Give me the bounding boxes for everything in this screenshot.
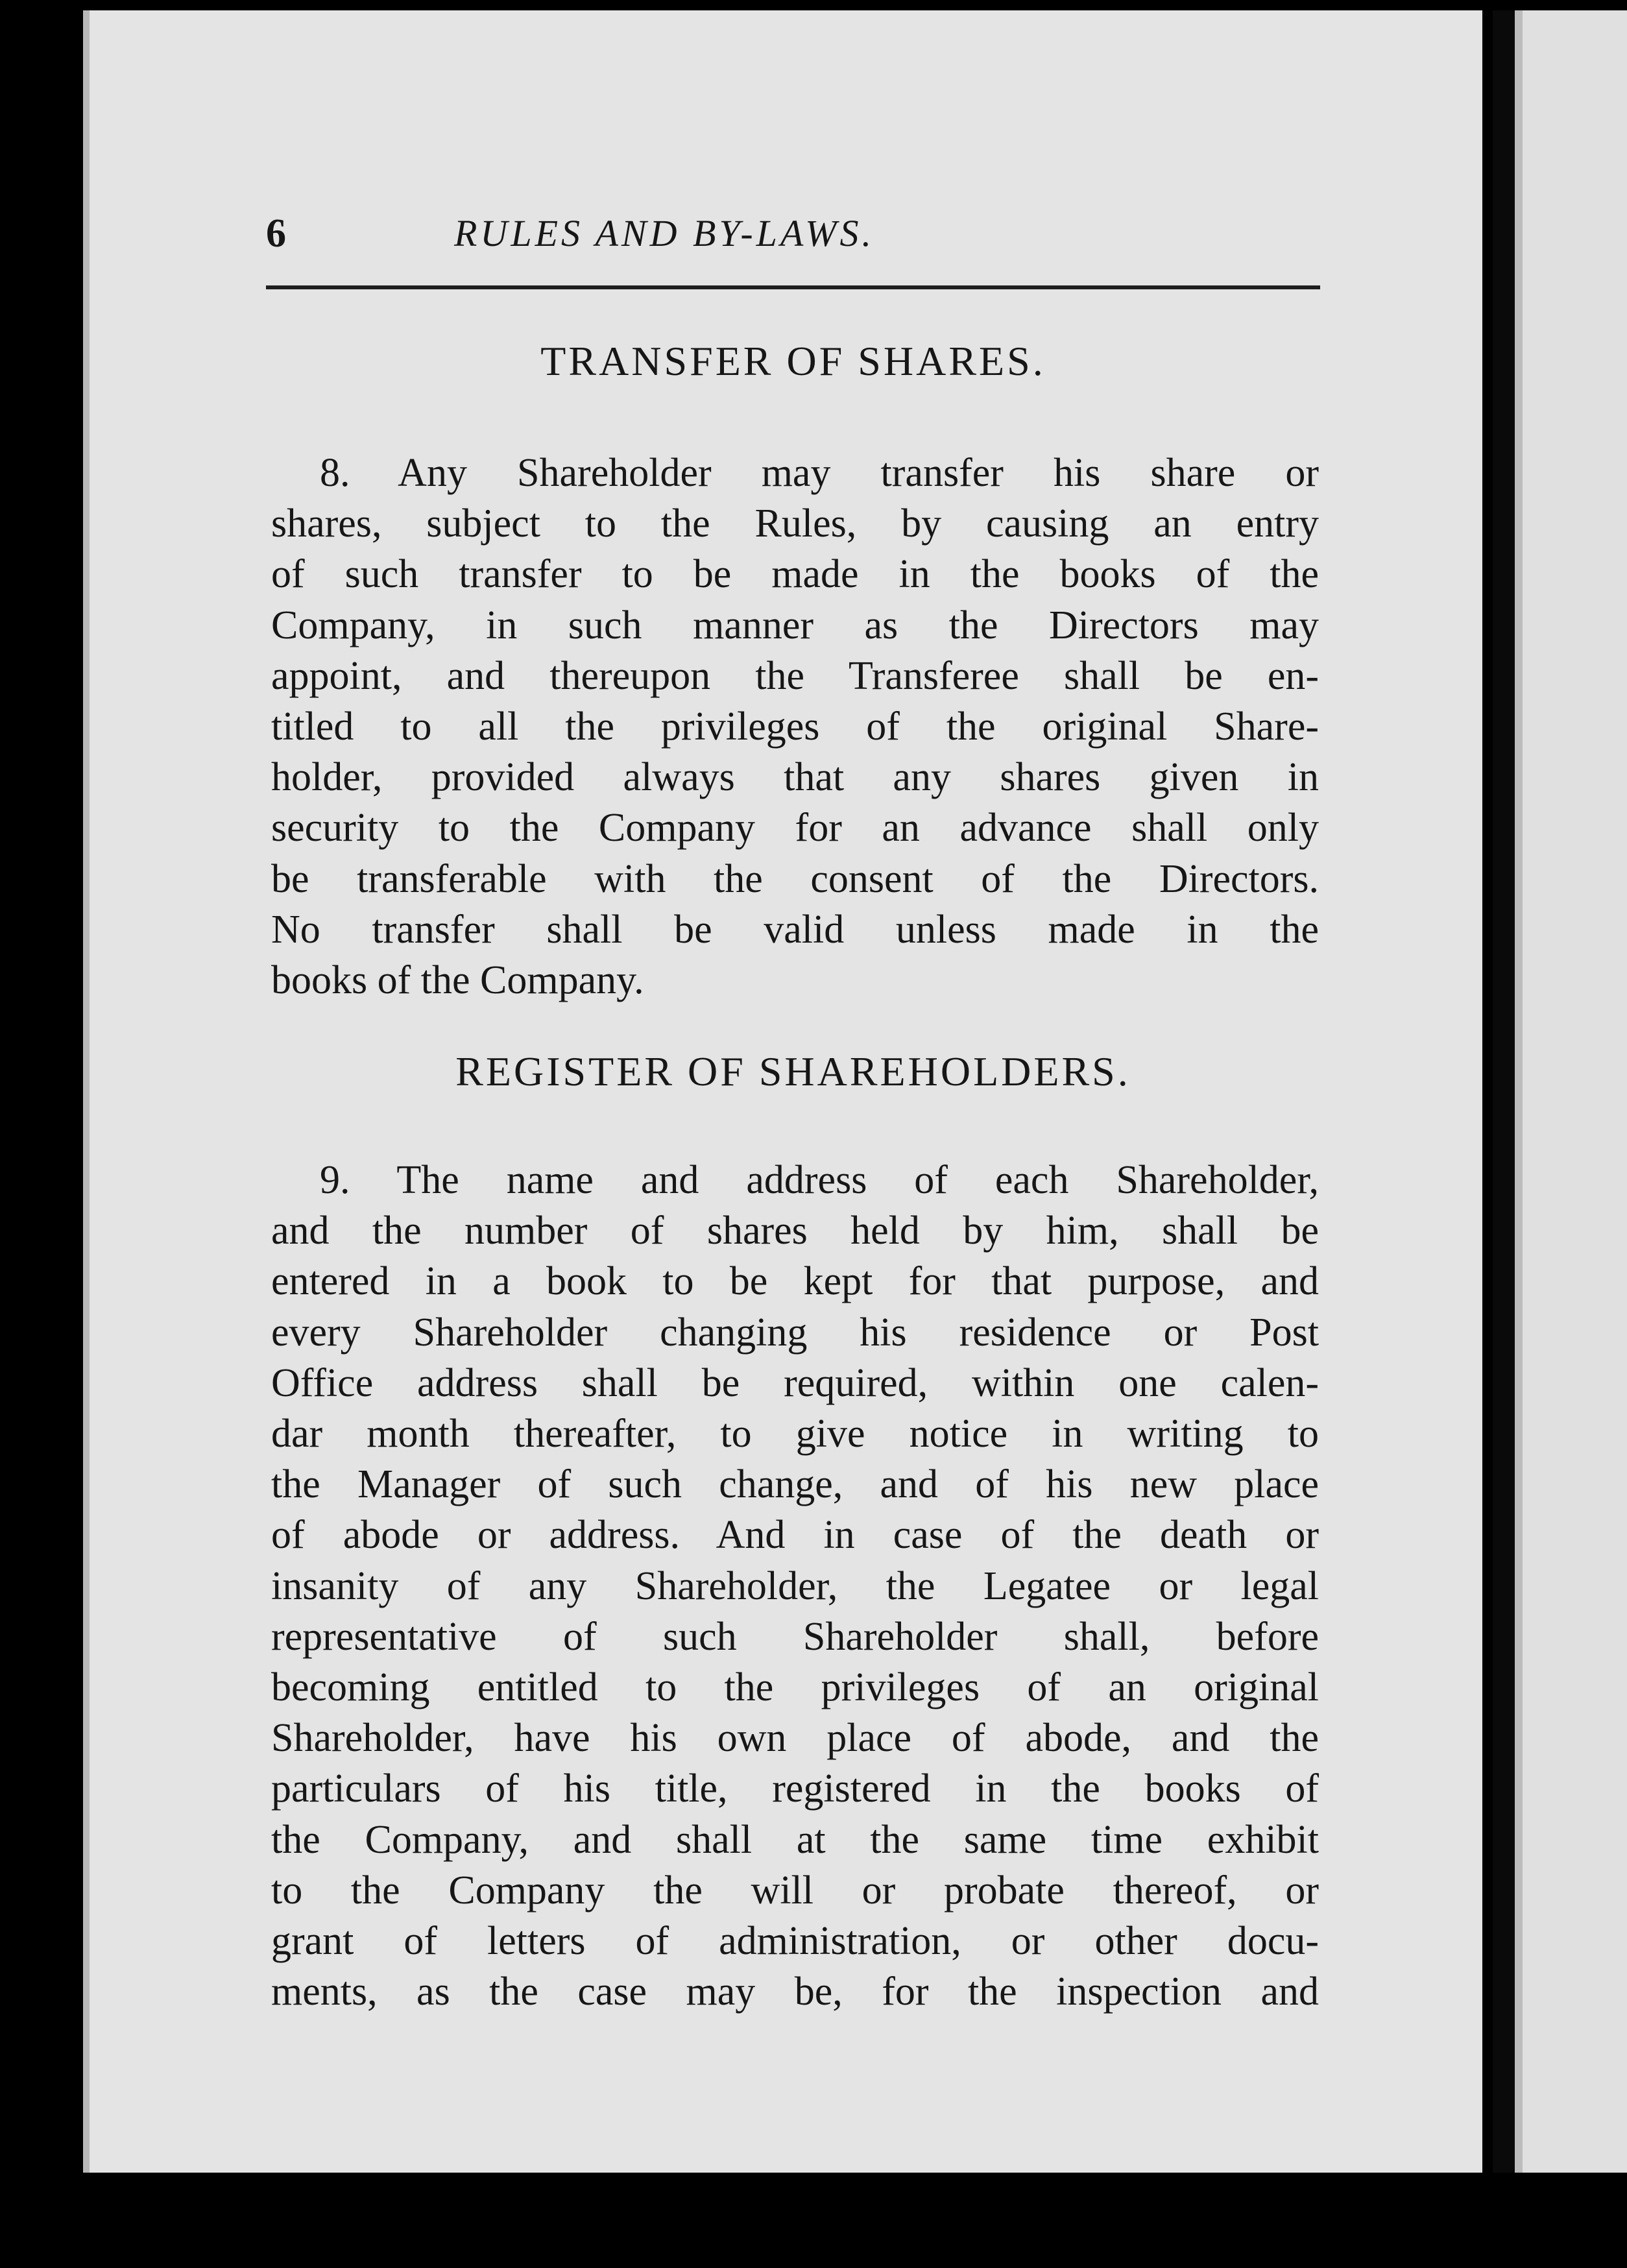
text-line: 9. The name and address of each Shareholder,	[320, 1158, 1319, 1202]
text-line: Shareholder, have his own place of abode, and the	[271, 1716, 1319, 1761]
text-line: shares, subject to the Rules, by causing an entry	[271, 501, 1319, 546]
text-line: the Manager of such change, and of his new place	[271, 1462, 1319, 1507]
text-line: the Company, and shall at the same time exhibit	[271, 1817, 1319, 1862]
running-title: RULES AND BY-LAWS.	[454, 212, 874, 254]
running-header	[182, 208, 1317, 259]
text-line: of abode or address. And in case of the death or	[271, 1513, 1319, 1558]
header-rule	[266, 285, 1320, 289]
text-line: becoming entitled to the privileges of an original	[271, 1665, 1319, 1710]
text-line: appoint, and thereupon the Transferee shall be en-	[271, 653, 1319, 698]
page-gutter	[1493, 10, 1515, 2173]
text-line: No transfer shall be valid unless made in the	[271, 907, 1319, 952]
page-edge-shadow	[83, 10, 90, 2173]
text-line: books of the Company.	[271, 958, 644, 1003]
text-line: and the number of shares held by him, shall be	[271, 1209, 1319, 1253]
text-line: grant of letters of administration, or other docu-	[271, 1919, 1319, 1964]
text-line: holder, provided always that any shares given in	[271, 755, 1319, 800]
text-line: particulars of his title, registered in the books of	[271, 1767, 1319, 1811]
text-line: dar month thereafter, to give notice in writing to	[271, 1412, 1319, 1456]
text-line: Company, in such manner as the Directors may	[271, 603, 1319, 647]
page-number: 6	[266, 211, 286, 256]
text-line: be transferable with the consent of the Directors.	[271, 856, 1319, 901]
section-heading-transfer-of-shares: TRANSFER OF SHARES.	[540, 338, 1046, 384]
section-heading-register-of-shareholders: REGISTER OF SHAREHOLDERS.	[455, 1048, 1131, 1094]
text-line: every Shareholder changing his residence or Post	[271, 1310, 1319, 1355]
paragraph-rule-9	[271, 1155, 1319, 2017]
text-line: titled to all the privileges of the original Share-	[271, 705, 1319, 749]
text-line: insanity of any Shareholder, the Legatee or legal	[271, 1563, 1319, 1608]
text-line: Office address shall be required, within one calen-	[271, 1360, 1319, 1405]
adjacent-page-edge	[1493, 10, 1627, 2173]
text-line: to the Company the will or probate thereof, or	[271, 1868, 1319, 1912]
text-line: of such transfer to be made in the books of the	[271, 552, 1319, 597]
text-line: 8. Any Shareholder may transfer his share or	[320, 451, 1319, 495]
text-line: security to the Company for an advance shall only	[271, 806, 1319, 850]
paragraph-rule-8	[271, 448, 1319, 1006]
text-line: ments, as the case may be, for the inspection and	[271, 1970, 1319, 2014]
text-line: representative of such Shareholder shall, before	[271, 1614, 1319, 1659]
adjacent-page-margin	[1515, 10, 1523, 2173]
text-line: entered in a book to be kept for that purpose, and	[271, 1259, 1319, 1304]
